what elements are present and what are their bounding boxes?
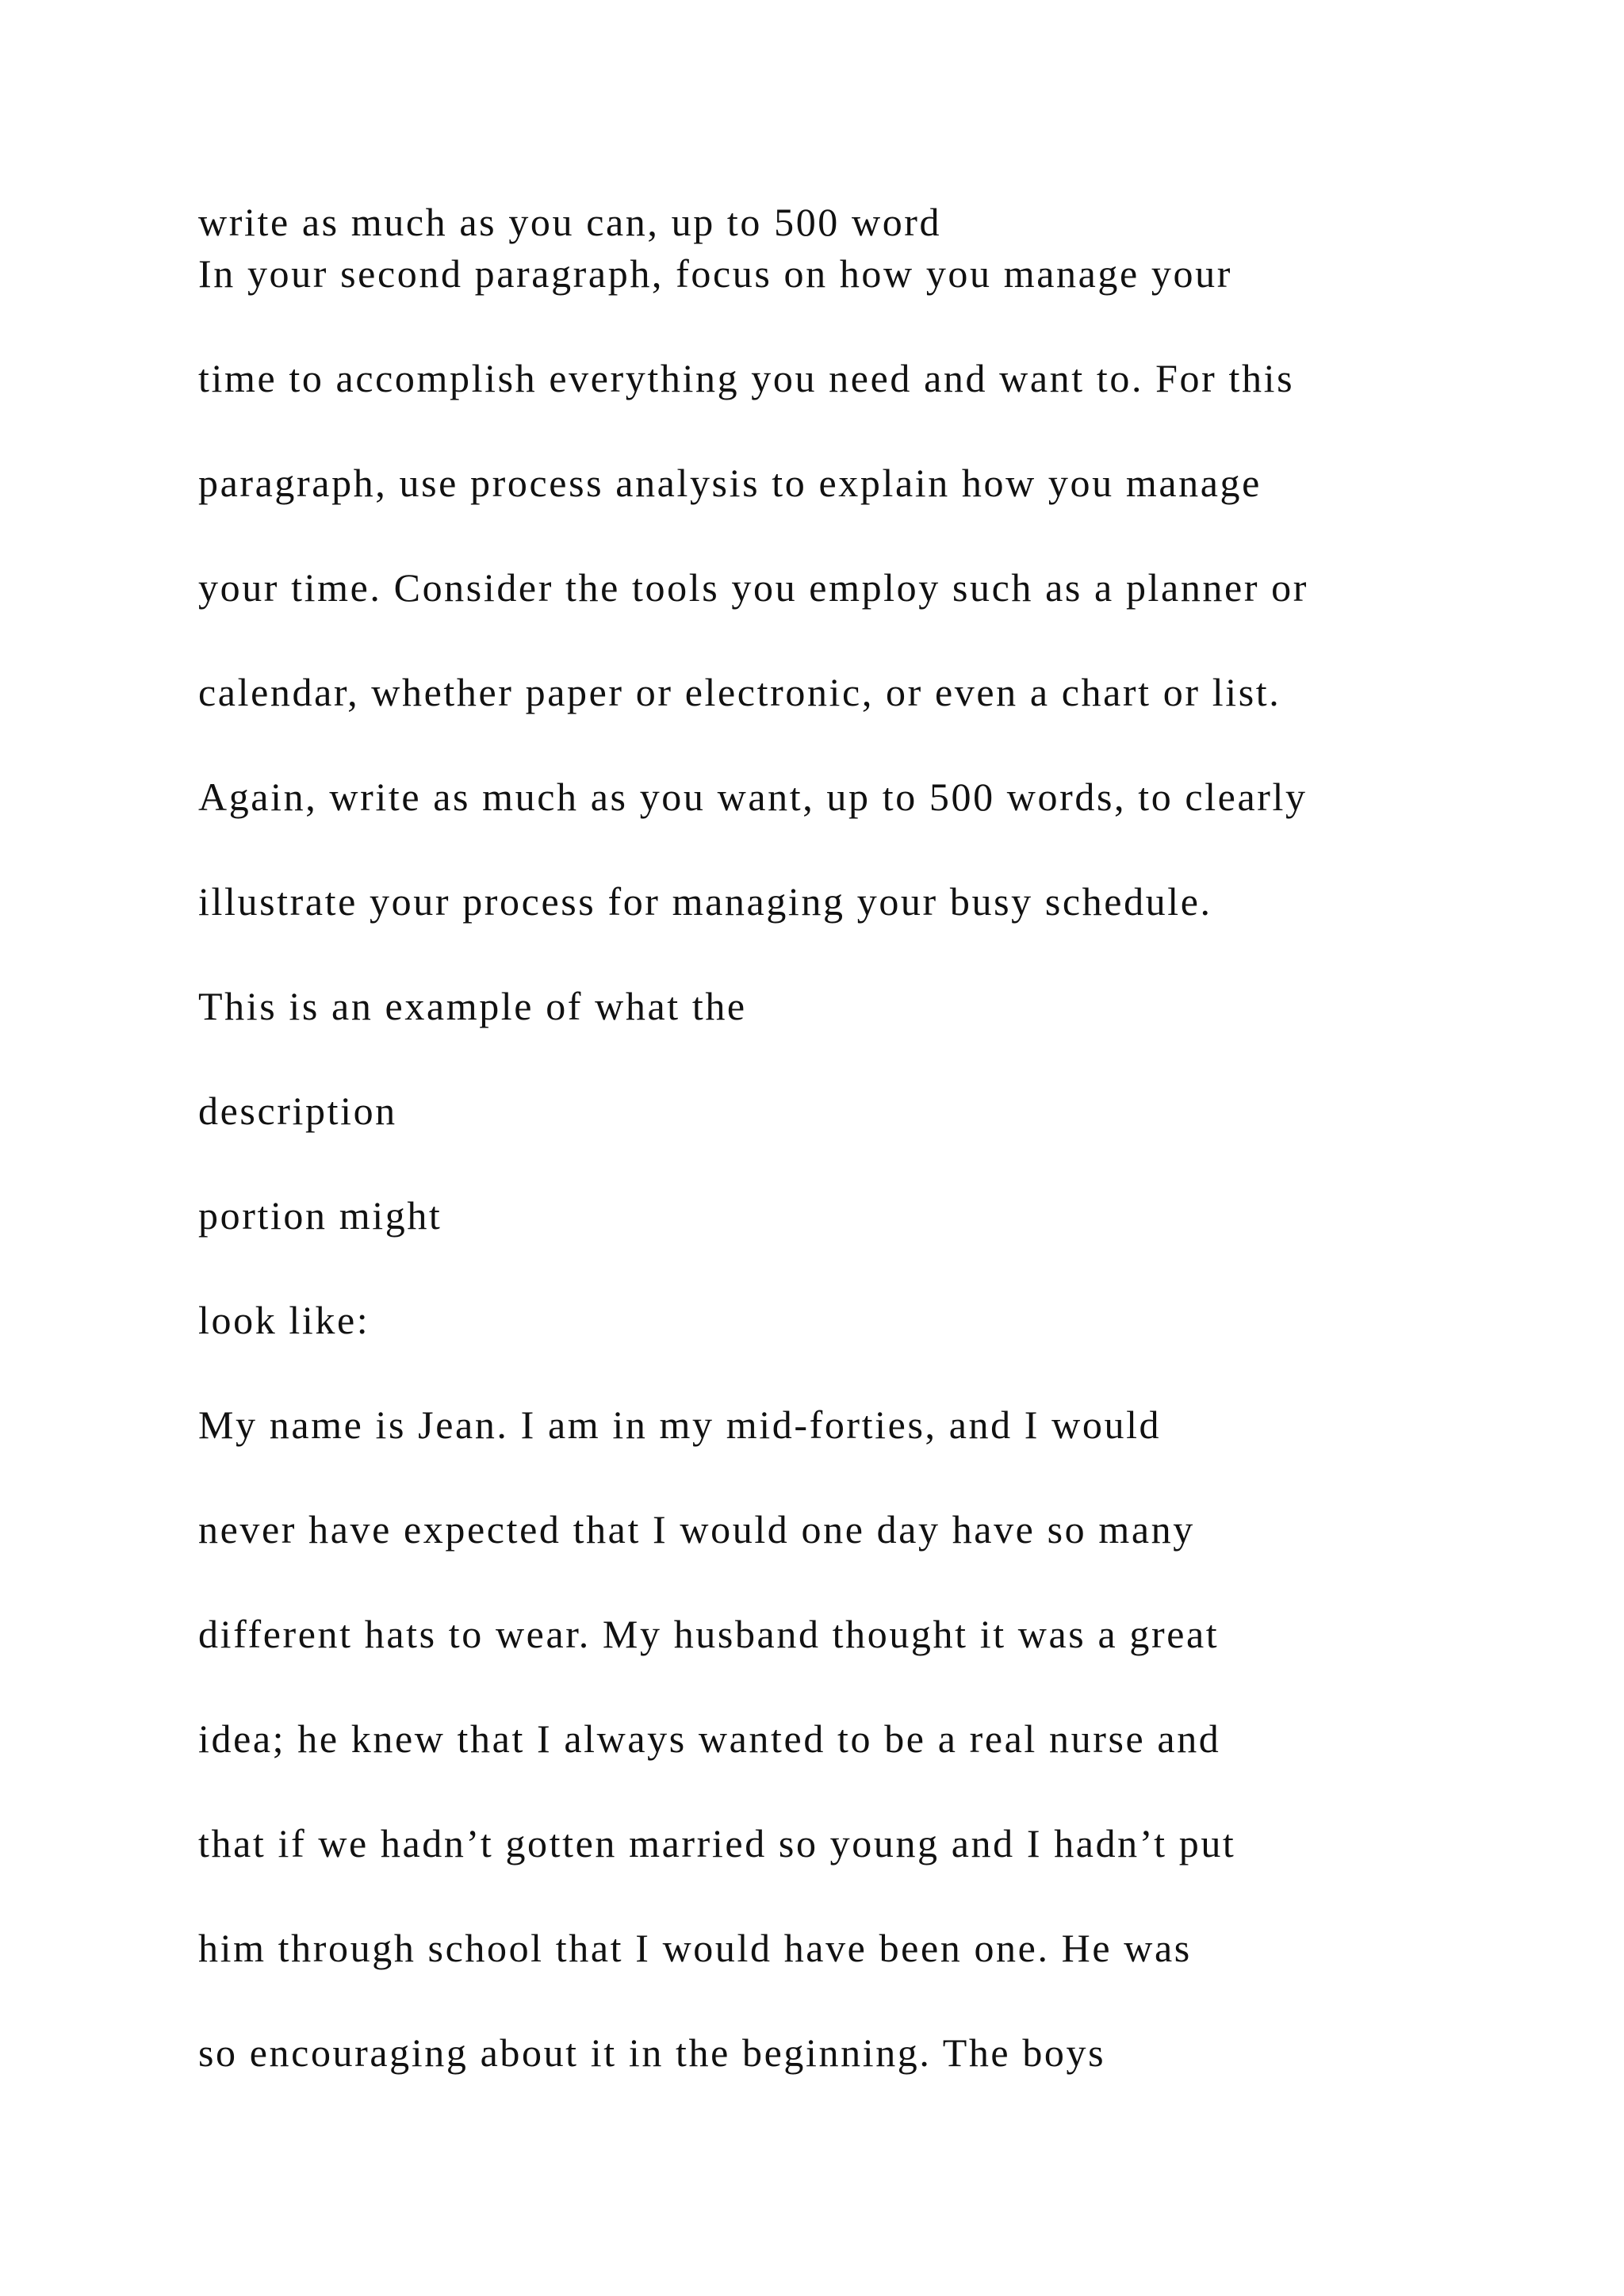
text-line: paragraph, use process analysis to explain how you manage	[198, 461, 1262, 505]
text-line: that if we hadn’t gotten married so young and I hadn’t put	[198, 1821, 1236, 1866]
text-line: look like:	[198, 1298, 370, 1342]
text-line: idea; he knew that I always wanted to be a real nurse and	[198, 1716, 1221, 1761]
text-line: different hats to wear. My husband thought it was a great	[198, 1612, 1220, 1656]
text-line: write as much as you can, up to 500 word	[198, 200, 942, 244]
text-line: time to accomplish everything you need and want to. For this	[198, 356, 1295, 400]
text-line: illustrate your process for managing your busy schedule.	[198, 879, 1212, 924]
text-line: portion might	[198, 1193, 442, 1238]
text-line: Again, write as much as you want, up to 500 words, to clearly	[198, 775, 1308, 819]
text-line: This is an example of what the	[198, 984, 747, 1028]
text-line: description	[198, 1089, 397, 1133]
text-line: never have expected that I would one day have so many	[198, 1507, 1195, 1552]
text-line: My name is Jean. I am in my mid-forties, and I would	[198, 1402, 1162, 1447]
text-line: so encouraging about it in the beginning. The boys	[198, 2030, 1106, 2075]
text-line: calendar, whether paper or electronic, or even a chart or list.	[198, 670, 1281, 714]
text-line: your time. Consider the tools you employ such as a planner or	[198, 565, 1309, 610]
text-line: him through school that I would have been one. He was	[198, 1926, 1192, 1970]
text-line: In your second paragraph, focus on how you manage your	[198, 251, 1232, 296]
